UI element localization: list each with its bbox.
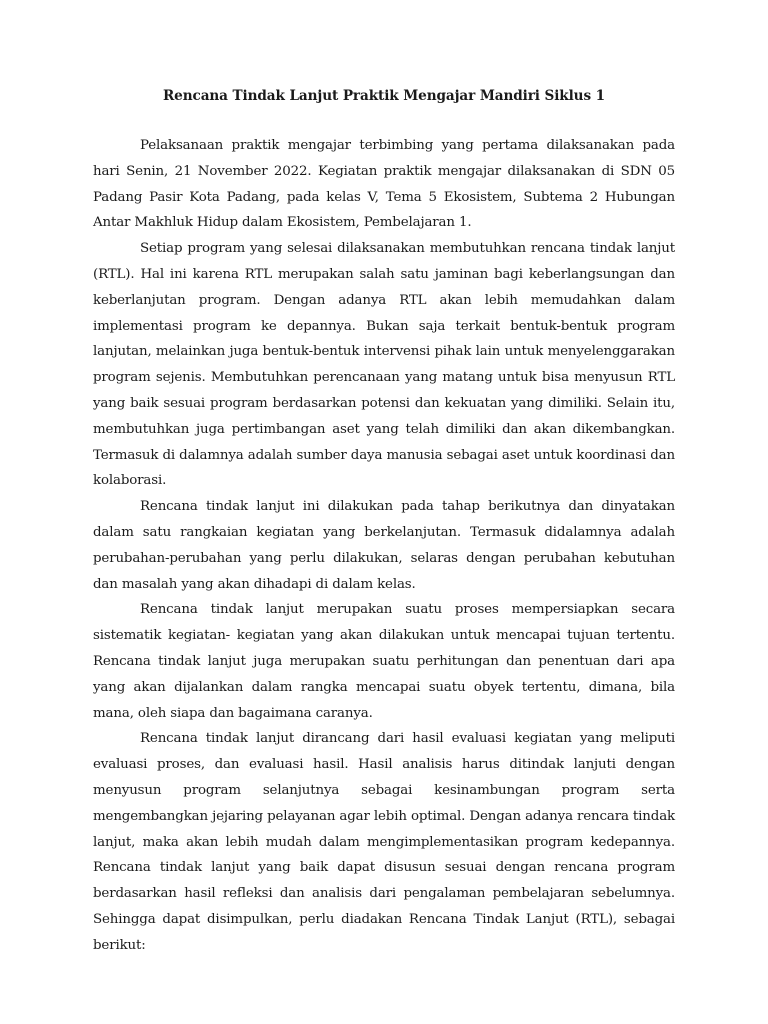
- document-title: Rencana Tindak Lanjut Praktik Mengajar Mandiri Siklus 1: [162, 88, 605, 104]
- paragraph-4: Rencana tindak lanjut merupakan suatu proses mempersiapkan secara sistematik kegiatan- kegiatan yang akan dilakukan untuk mencapai tujuan tertentu. Rencana tindak lanjut juga merupakan suatu perhitungan dan penentuan dari apa yang akan dijalankan dalam rangka mencapai suatu obyek tertentu, dimana, bila mana, oleh siapa dan bagaimana caranya.: [93, 602, 675, 721]
- paragraph-2: Setiap program yang selesai dilaksanakan membutuhkan rencana tindak lanjut (RTL). Hal ini karena RTL merupakan salah satu jaminan bagi keberlangsungan dan keberlanjutan program. Dengan adanya RTL akan lebih memudahkan dalam implementasi program ke depannya. Bukan saja terkait bentuk-bentuk program lanjutan, melainkan juga bentuk-bentuk intervensi pihak lain untuk menyelenggarakan program sejenis. Membutuhkan perencanaan yang matang untuk bisa menyusun RTL yang baik sesuai program berdasarkan potensi dan kekuatan yang dimiliki. Selain itu, membutuhkan juga pertimbangan aset yang telah dimiliki dan akan dikembangkan. Termasuk di dalamnya adalah sumber daya manusia sebagai aset untuk koordinasi dan kolaborasi.: [93, 241, 675, 489]
- paragraph-5: Rencana tindak lanjut dirancang dari hasil evaluasi kegiatan yang meliputi evaluasi proses, dan evaluasi hasil. Hasil analisis harus ditindak lanjuti dengan menyusun program selanjutnya sebagai kesinambungan program serta mengembangkan jejaring pelayanan agar lebih optimal. Dengan adanya rencara tindak lanjut, maka akan lebih mudah dalam mengimplementasikan program kedepannya. Rencana tindak lanjut yang baik dapat disusun sesuai dengan rencana program berdasarkan hasil refleksi dan analisis dari pengalaman pembelajaran sebelumnya. Sehingga dapat disimpulkan, perlu diadakan Rencana Tindak Lanjut (RTL), sebagai berikut:: [93, 731, 675, 953]
- paragraph-3: Rencana tindak lanjut ini dilakukan pada tahap berikutnya dan dinyatakan dalam satu rangkaian kegiatan yang berkelanjutan. Termasuk didalamnya adalah perubahan-perubahan yang perlu dilakukan, selaras dengan perubahan kebutuhan dan masalah yang akan dihadapi di dalam kelas.: [93, 499, 675, 592]
- paragraph-1: Pelaksanaan praktik mengajar terbimbing yang pertama dilaksanakan pada hari Senin, 21 November 2022. Kegiatan praktik mengajar dilaksanakan di SDN 05 Padang Pasir Kota Padang, pada kelas V, Tema 5 Ekosistem, Subtema 2 Hubungan Antar Makhluk Hidup dalam Ekosistem, Pembelajaran 1.: [93, 138, 675, 231]
- document-body: [93, 86, 675, 959]
